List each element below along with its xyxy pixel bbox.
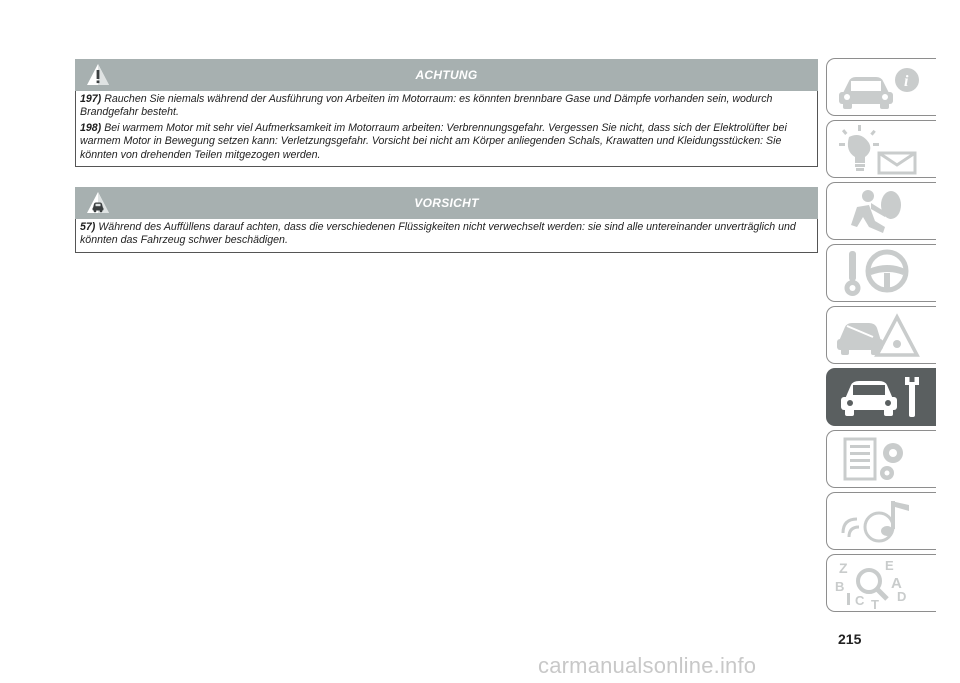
- car-caution-icon: [85, 190, 111, 216]
- car-emergency-icon: [835, 311, 925, 361]
- index-letter: A: [891, 575, 902, 592]
- index-letter: Z: [839, 560, 848, 576]
- tab-emergency[interactable]: [826, 306, 936, 364]
- note-item: [80, 122, 811, 162]
- note-text: Rauchen Sie niemals während der Ausführung von Arbeiten im Motorraum: es könnten brennbare Gase und Dämpfe vorhanden sein, wodurch Brandgefahr besteht.: [80, 93, 773, 119]
- page-number: 215: [838, 631, 862, 647]
- tab-warning-lights[interactable]: [826, 120, 936, 178]
- achtung-body: [75, 91, 818, 167]
- tab-technical-data[interactable]: [826, 430, 936, 488]
- note-text: Während des Auffüllens darauf achten, dass die verschiedenen Flüssigkeiten nicht verwechselt werden: sie sind alle untereinander unverträglich und könnten das Fahrzeug schwer beschädigen.: [80, 221, 796, 247]
- achtung-header: [75, 59, 818, 91]
- car-maintenance-icon: [835, 373, 925, 423]
- note-number: 198): [80, 121, 102, 134]
- vorsicht-caution-box: [75, 187, 818, 253]
- note-number: 57): [80, 221, 96, 233]
- index-letter: T: [871, 597, 879, 609]
- index-letter: E: [885, 559, 894, 573]
- key-steering-wheel-icon: [835, 249, 925, 299]
- vorsicht-title: VORSICHT: [414, 196, 479, 210]
- technical-data-icon: [835, 435, 925, 485]
- tab-multimedia[interactable]: [826, 492, 936, 550]
- index-letter: B: [835, 579, 845, 594]
- achtung-warning-box: [75, 59, 818, 167]
- vorsicht-header: [75, 187, 818, 219]
- tab-maintenance[interactable]: [826, 368, 936, 426]
- vorsicht-body: [75, 219, 818, 253]
- tab-safety[interactable]: [826, 182, 936, 240]
- warning-lights-message-icon: [835, 125, 925, 175]
- alphabetical-index-icon: [835, 559, 925, 609]
- svg-text:i: i: [904, 73, 909, 90]
- airbag-safety-icon: [835, 187, 925, 237]
- multimedia-icon: [835, 497, 925, 547]
- index-letter: D: [897, 589, 907, 604]
- note-item: [80, 221, 811, 248]
- car-info-icon: [835, 63, 925, 113]
- achtung-title: ACHTUNG: [415, 68, 478, 82]
- index-letter: C: [855, 593, 865, 608]
- tab-alphabetical-index[interactable]: [826, 554, 936, 612]
- note-number: 197): [80, 93, 102, 105]
- warning-triangle-icon: [85, 62, 111, 88]
- note-text: Bei warmem Motor mit sehr viel Aufmerksamkeit im Motorraum arbeiten: Verbrennungsgefahr. Vergessen Sie nicht, dass sich der Elektrolüfter bei warmem Motor in Bewegung setzen kann: Verletzungsgefahr. Vorsicht bei nicht am Körper anliegenden Schals, Krawatten und Kleidungsstücken: Sie könnten von drehenden Teilen mitgezogen werden.: [80, 121, 787, 161]
- tab-car-info[interactable]: [826, 58, 936, 116]
- tab-start-drive[interactable]: [826, 244, 936, 302]
- watermark: carmanualsonline.info: [538, 653, 757, 678]
- note-item: [80, 93, 811, 120]
